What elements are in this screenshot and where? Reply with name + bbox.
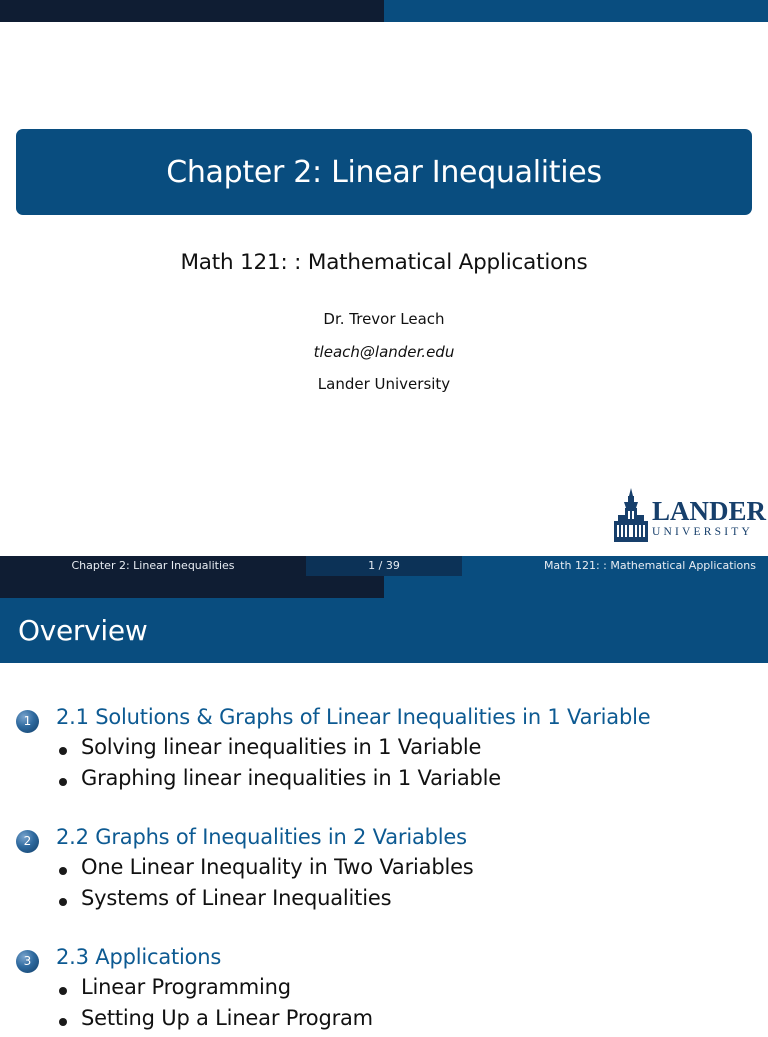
lander-university-logo [614,486,767,542]
footer-short-title: Chapter 2: Linear Inequalities [0,556,306,576]
section-number-ball: 3 [16,950,39,973]
section-title[interactable]: 2.1 Solutions & Graphs of Linear Inequalities in 1 Variable [56,705,651,729]
logo-subtext: UNIVERSITY [652,526,753,538]
toc-section-1[interactable] [16,705,756,797]
toc-subsection[interactable] [16,975,756,1006]
toc-subsection[interactable] [16,1006,756,1037]
slide2-top-bar-blue [384,576,768,598]
subsection-title[interactable]: Linear Programming [81,975,291,999]
section-title[interactable]: 2.3 Applications [56,945,222,969]
top-bar-blue [384,0,768,22]
subsection-title[interactable]: One Linear Inequality in Two Variables [81,855,474,879]
bullet-icon [59,778,67,786]
title-box [16,129,752,215]
toc-subsection[interactable] [16,766,756,797]
subsection-title[interactable]: Setting Up a Linear Program [81,1006,373,1030]
institute-name: Lander University [317,375,451,393]
toc-subsection[interactable] [16,735,756,766]
bell-tower-icon [614,488,648,542]
slide-footer [0,556,768,576]
toc-subsection[interactable] [16,886,756,917]
bullet-icon [59,867,67,875]
slide-title: Chapter 2: Linear Inequalities [166,154,602,190]
bullet-icon [59,987,67,995]
slide-subtitle: Math 121: : Mathematical Applications [180,250,588,275]
subsection-title[interactable]: Systems of Linear Inequalities [81,886,392,910]
toc-section-3[interactable] [16,945,756,1037]
author-email: tleach@lander.edu [313,343,455,361]
author-name: Dr. Trevor Leach [323,310,445,328]
slide2-frame-title: Overview [0,598,768,663]
footer-page-number: 1 / 39 [306,556,462,576]
section-number-ball: 1 [16,710,39,733]
slide2-top-bar-dark [0,576,384,598]
subsection-title[interactable]: Solving linear inequalities in 1 Variable [81,735,482,759]
bullet-icon [59,898,67,906]
toc-subsection[interactable] [16,855,756,886]
bullet-icon [59,1018,67,1026]
logo-wordmark: LANDER [652,496,767,526]
footer-course-name: Math 121: : Mathematical Applications [462,556,768,576]
bullet-icon [59,747,67,755]
section-number-ball: 2 [16,830,39,853]
section-title[interactable]: 2.2 Graphs of Inequalities in 2 Variables [56,825,467,849]
top-bar-dark [0,0,384,22]
toc-section-2[interactable] [16,825,756,917]
subsection-title[interactable]: Graphing linear inequalities in 1 Variable [81,766,501,790]
